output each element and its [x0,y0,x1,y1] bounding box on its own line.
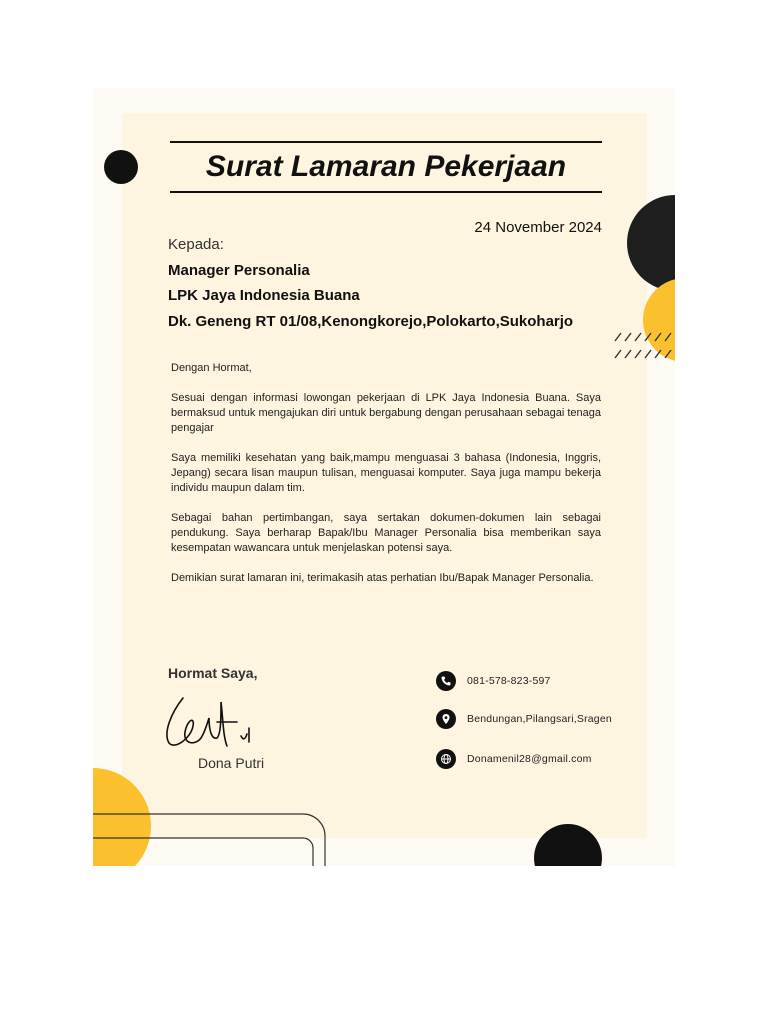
recipient-line-3: Dk. Geneng RT 01/08,Kenongkorejo,Polokarto,Sukoharjo [168,313,574,330]
phone-icon [436,671,456,691]
contact-address [436,709,612,729]
signature-icon [161,688,261,758]
decor-dot-black [104,150,138,184]
decor-half-circle-black [627,195,675,291]
decor-circle-yellow-left [93,768,151,866]
decor-half-circle-bottom [534,824,602,866]
paragraph-2: Saya memiliki kesehatan yang baik,mampu menguasai 3 bahasa (Indonesia, Inggris, Jepang) secara lisan maupun tulisan, menguasai komputer. Saya juga mampu bekerja individu maupun dalam tim. [171,452,601,494]
email-text: Donamenil28@gmail.com [467,753,592,765]
closing: Hormat Saya, [168,665,258,681]
salutation: Dengan Hormat, [171,362,252,374]
letter-body [171,361,601,601]
paragraph-3: Sebagai bahan pertimbangan, saya sertakan dokumen-dokumen lain sebagai pendukung. Saya berharap Bapak/Ibu Manager Personalia bisa memberikan saya kesempatan wawancara untuk menjelaskan potensi saya. [171,512,601,554]
title-rule-top [170,141,602,143]
kepada-label: Kepada: [168,236,224,253]
address-text: Bendungan,Pilangsari,Sragen [467,713,612,725]
title-rule-bottom [170,191,602,193]
location-pin-icon [436,709,456,729]
contact-phone [436,671,551,691]
phone-text: 081-578-823-597 [467,675,551,687]
contact-email [436,749,592,769]
signer-name: Dona Putri [198,755,265,771]
recipient-line-1: Manager Personalia [168,262,310,279]
letter-date: 24 November 2024 [474,219,602,236]
letter-page [93,88,675,866]
paragraph-4: Demikian surat lamaran ini, terimakasih atas perhatian Ibu/Bapak Manager Personalia. [171,572,594,584]
page-title: Surat Lamaran Pekerjaan [205,150,567,183]
paragraph-1: Sesuai dengan informasi lowongan pekerjaan di LPK Jaya Indonesia Buana. Saya bermaksud untuk mengajukan diri untuk bergabung dengan perusahaan sebagai tenaga pengajar [171,392,601,434]
globe-icon [436,749,456,769]
decor-circle-yellow-right [643,278,675,362]
recipient-line-2: LPK Jaya Indonesia Buana [168,287,360,304]
